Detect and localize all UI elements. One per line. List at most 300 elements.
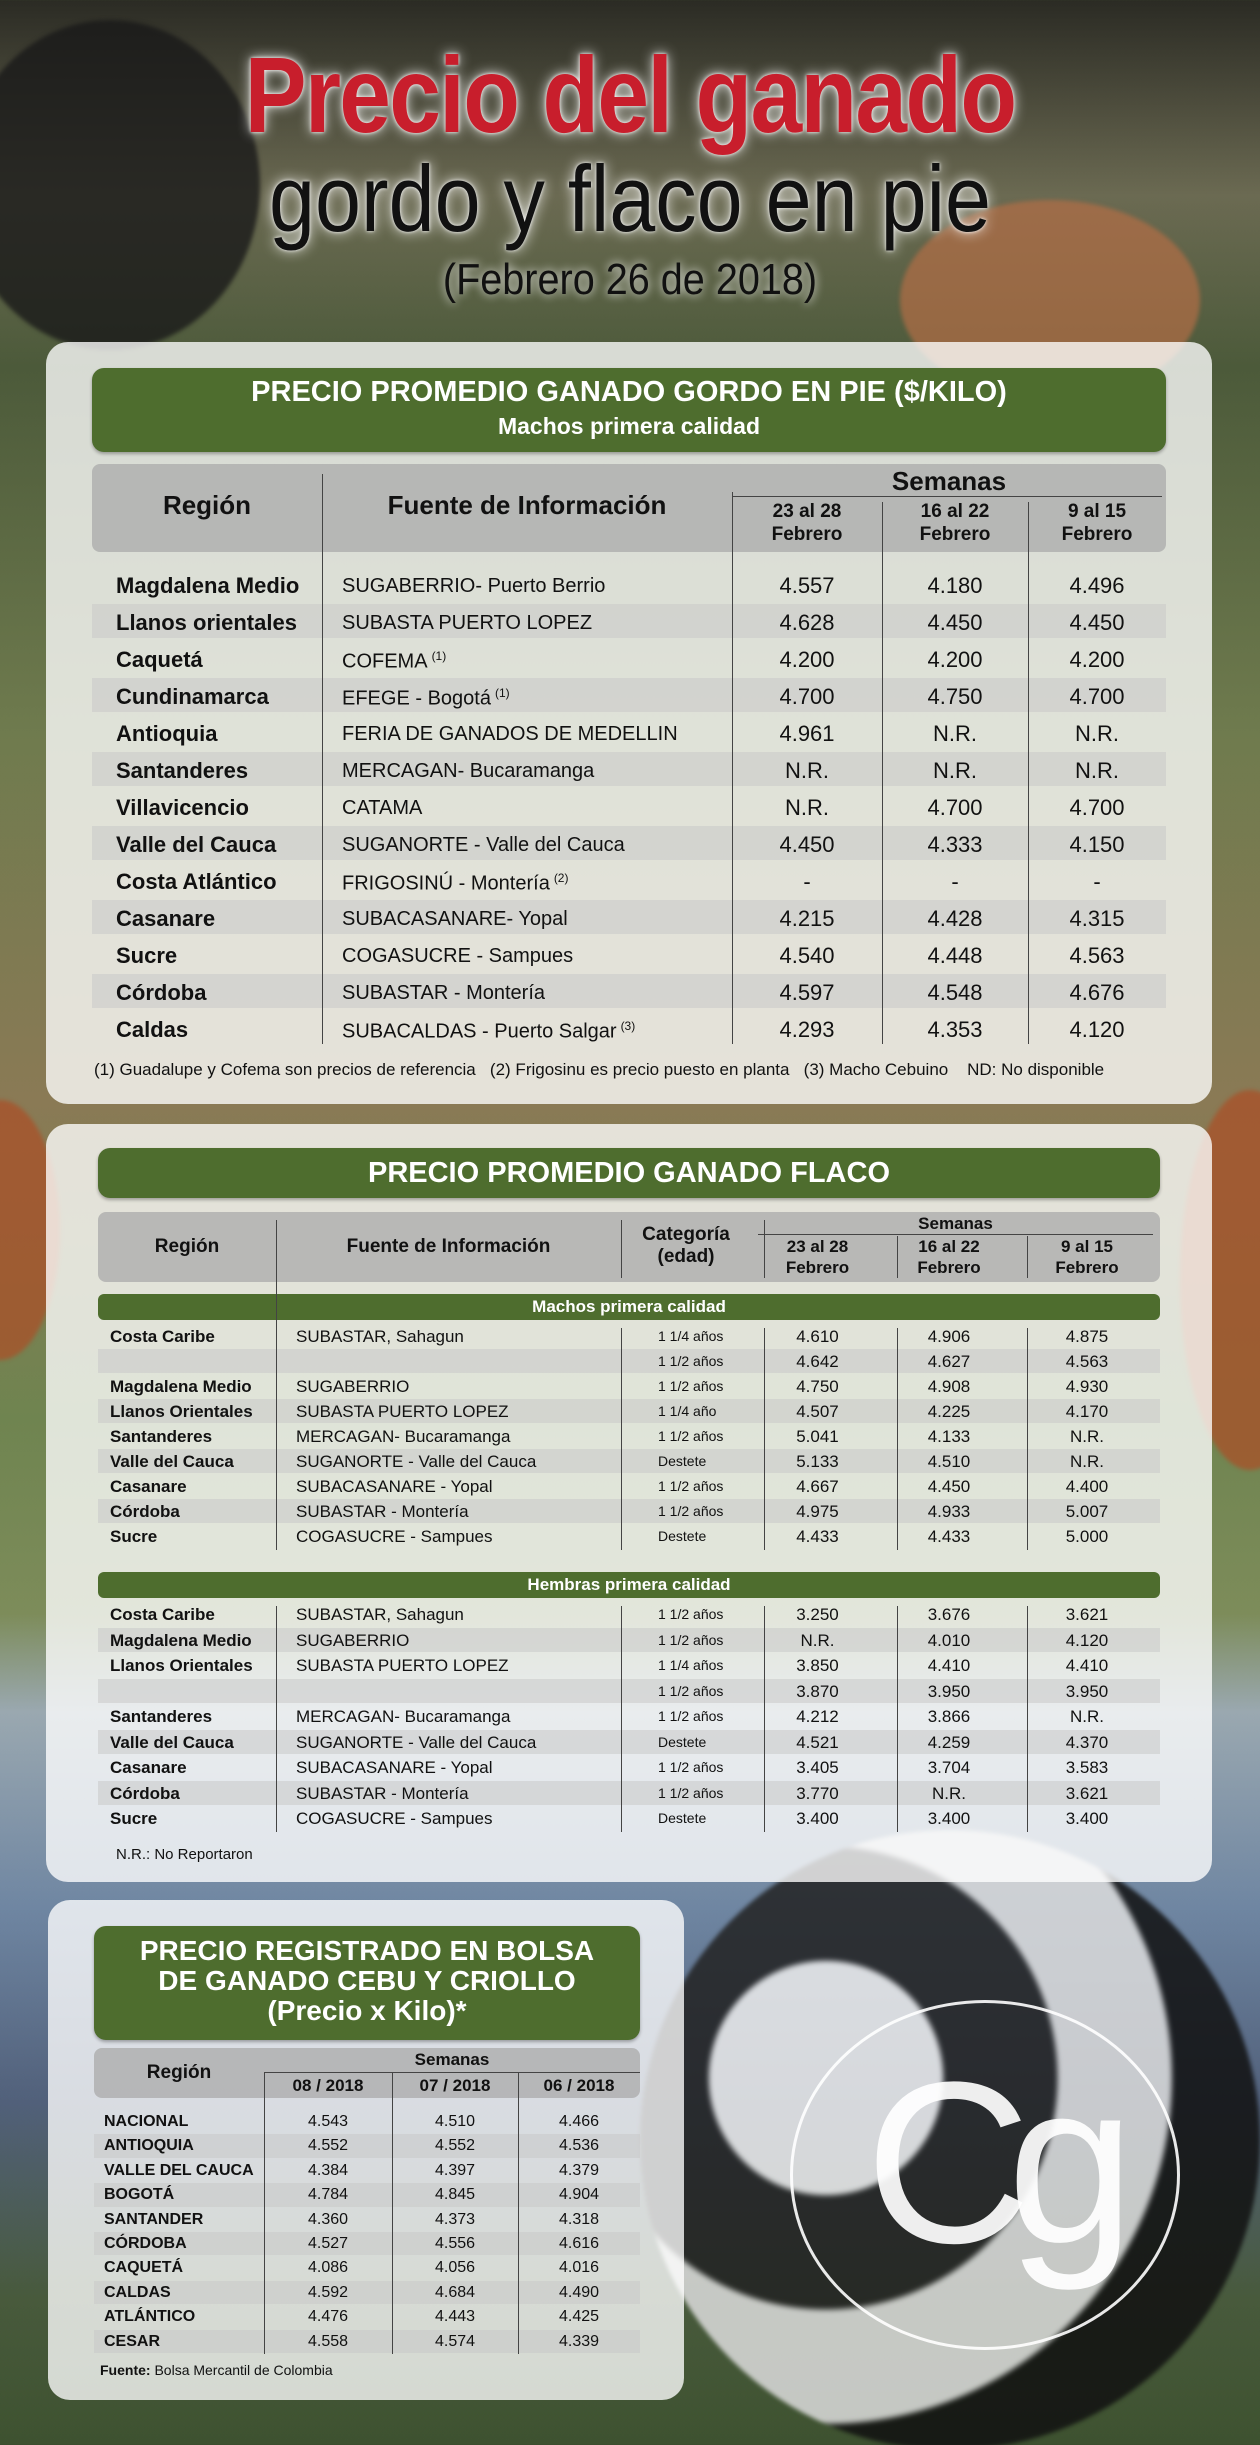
flaco-value-1: N.R.	[800, 1630, 835, 1650]
gordo-fuente	[342, 797, 422, 820]
gordo-table-header	[92, 464, 1166, 552]
gordo-value-3: -	[1093, 869, 1101, 894]
gordo-fuente-text: SUGANORTE - Valle del Cauca	[342, 834, 625, 856]
gordo-value-2: 4.750	[927, 684, 983, 709]
bolsa-value-1: 4.360	[307, 2210, 349, 2228]
flaco-region: Santanderes	[110, 1427, 213, 1446]
gordo-region: Costa Atlántico	[116, 869, 277, 894]
flaco-col-semanas: Semanas	[918, 1214, 993, 1233]
gordo-title-bar	[92, 368, 1166, 452]
bolsa-value-2: 4.056	[434, 2259, 476, 2277]
gordo-subtitle: Machos primera calidad	[497, 413, 761, 439]
bolsa-value-2: 4.443	[434, 2308, 476, 2326]
flaco-region: Magdalena Medio	[110, 1377, 252, 1396]
flaco-categoria: 1 1/4 años	[658, 1328, 724, 1344]
flaco-region: Casanare	[110, 1758, 187, 1777]
flaco-categoria: 1 1/2 años	[658, 1378, 724, 1394]
flaco-value-2: 4.908	[927, 1377, 971, 1396]
gordo-value-1: 4.215	[779, 906, 835, 931]
flaco-col-fuente: Fuente de Información	[346, 1236, 551, 1257]
flaco-fuente: MERCAGAN- Bucaramanga	[296, 1427, 511, 1446]
gordo-week-2: 16 al 22 Febrero	[919, 501, 991, 545]
flaco-value-1: 4.642	[796, 1352, 839, 1371]
flaco-categoria: 1 1/2 años	[658, 1478, 724, 1494]
bolsa-region: CALDAS	[104, 2283, 171, 2301]
flaco-categoria: 1 1/2 años	[658, 1784, 724, 1801]
gordo-value-1: 4.540	[779, 943, 835, 968]
flaco-value-2: N.R.	[932, 1783, 966, 1803]
gordo-region: Villavicencio	[116, 795, 249, 820]
gordo-value-1: 4.961	[779, 721, 835, 746]
flaco-value-1: 4.433	[796, 1527, 839, 1546]
gordo-value-1: 4.293	[779, 1017, 835, 1042]
flaco-panel	[46, 1124, 1212, 1882]
bolsa-row	[94, 2110, 640, 2133]
flaco-categoria: 1 1/4 años	[658, 1657, 724, 1673]
flaco-row	[98, 1524, 1160, 1548]
flaco-value-3: 3.950	[1065, 1681, 1109, 1701]
gordo-value-1: N.R.	[785, 795, 829, 820]
flaco-categoria: 1 1/2 años	[658, 1759, 724, 1775]
flaco-value-1: 4.610	[796, 1327, 839, 1346]
flaco-value-2: 4.225	[927, 1402, 971, 1421]
bolsa-col-region: Región	[146, 2062, 212, 2083]
bolsa-value-2: 4.845	[434, 2186, 476, 2204]
gordo-col-region: Región	[162, 490, 252, 520]
flaco-region: Córdoba	[110, 1783, 180, 1803]
flaco-fuente: SUBACASANARE - Yopal	[296, 1758, 493, 1777]
gordo-value-1: 4.628	[779, 610, 835, 635]
flaco-value-3: 4.875	[1065, 1327, 1109, 1346]
flaco-value-3: 3.621	[1065, 1605, 1109, 1624]
flaco-value-2: 3.866	[927, 1707, 971, 1726]
gordo-row	[92, 567, 1166, 601]
bolsa-title-line3: (Precio x Kilo)*	[267, 1995, 467, 2026]
bolsa-region: NACIONAL	[104, 2113, 189, 2130]
bolsa-source	[100, 2362, 333, 2378]
gordo-week-1: 23 al 28 Febrero	[771, 501, 843, 545]
gordo-value-3: 4.150	[1069, 832, 1125, 857]
flaco-value-1: 3.870	[796, 1681, 839, 1701]
flaco-value-2: 3.676	[927, 1605, 971, 1624]
bolsa-value-1: 4.384	[307, 2161, 349, 2179]
gordo-value-3: N.R.	[1075, 721, 1119, 746]
gordo-fuente-text: FERIA DE GANADOS DE MEDELLIN	[342, 723, 678, 745]
gordo-value-2: 4.548	[927, 980, 983, 1005]
bolsa-value-3: 4.616	[558, 2235, 600, 2252]
gordo-value-3: 4.315	[1069, 906, 1125, 931]
bolsa-row	[94, 2208, 640, 2231]
flaco-value-1: 3.250	[796, 1605, 839, 1624]
flaco-region: Valle del Cauca	[110, 1452, 234, 1471]
bolsa-value-3: 4.536	[558, 2137, 600, 2155]
gordo-fuente	[342, 575, 605, 598]
gordo-region: Valle del Cauca	[116, 832, 277, 857]
gordo-fuente-sup: (1)	[431, 649, 447, 663]
flaco-fuente: SUBASTA PUERTO LOPEZ	[296, 1402, 509, 1421]
gordo-value-2: -	[951, 869, 959, 894]
bolsa-region: SANTANDER	[104, 2210, 204, 2228]
bolsa-title-bar	[94, 1926, 640, 2040]
gordo-fuente	[342, 686, 510, 711]
gordo-value-1: 4.557	[779, 573, 835, 598]
flaco-value-3: N.R.	[1070, 1707, 1104, 1726]
gordo-region: Caquetá	[116, 647, 203, 672]
flaco-table-header	[98, 1212, 1160, 1282]
gordo-fuente-text: COGASUCRE - Sampues	[342, 945, 574, 967]
flaco-value-2: 4.133	[927, 1427, 971, 1446]
gordo-region: Cundinamarca	[116, 684, 269, 709]
gordo-value-3: 4.563	[1069, 943, 1125, 968]
flaco-week-2: 16 al 22 Febrero	[917, 1237, 981, 1277]
gordo-value-2: N.R.	[933, 721, 977, 746]
gordo-value-2: 4.180	[927, 573, 983, 598]
flaco-region: Llanos Orientales	[110, 1656, 253, 1675]
gordo-value-3: 4.700	[1069, 795, 1125, 820]
flaco-col-categoria: Categoría (edad)	[642, 1224, 730, 1267]
flaco-value-3: 4.563	[1065, 1352, 1109, 1371]
gordo-fuente-text: SUBACASANARE- Yopal	[342, 908, 568, 930]
flaco-row	[98, 1781, 1160, 1806]
gordo-col-semanas: Semanas	[891, 466, 1007, 496]
bolsa-value-2: 4.373	[434, 2210, 476, 2228]
flaco-categoria: 1 1/2 años	[658, 1631, 724, 1648]
bolsa-value-3: 4.318	[558, 2210, 600, 2228]
flaco-row	[98, 1349, 1160, 1373]
flaco-week-3: 9 al 15 Febrero	[1055, 1237, 1119, 1277]
bolsa-value-1: 4.543	[307, 2113, 349, 2130]
flaco-value-2: 3.400	[927, 1809, 971, 1828]
flaco-categoria: Destete	[658, 1733, 707, 1750]
flaco-categoria: Destete	[658, 1810, 707, 1826]
flaco-value-3: 4.170	[1065, 1402, 1109, 1421]
bolsa-value-3: 4.379	[558, 2161, 600, 2179]
gordo-row	[92, 826, 1166, 860]
flaco-value-2: 4.433	[927, 1527, 971, 1546]
flaco-value-1: 4.750	[796, 1377, 839, 1396]
gordo-value-3: 4.120	[1069, 1017, 1125, 1042]
flaco-value-1: 5.041	[796, 1427, 839, 1446]
gordo-fuente-text: MERCAGAN- Bucaramanga	[342, 760, 595, 782]
flaco-fuente: MERCAGAN- Bucaramanga	[296, 1707, 511, 1726]
gordo-row	[92, 604, 1166, 638]
flaco-col-region: Región	[154, 1236, 220, 1257]
flaco-row	[98, 1324, 1160, 1348]
cg-logo	[790, 2000, 1180, 2350]
gordo-row	[92, 863, 1166, 897]
gordo-value-2: 4.450	[927, 610, 983, 635]
flaco-value-3: 4.370	[1065, 1732, 1109, 1752]
gordo-value-3: 4.496	[1069, 573, 1125, 598]
flaco-region: Costa Caribe	[110, 1327, 215, 1346]
gordo-region: Casanare	[116, 906, 216, 931]
gordo-fuente-sup: (3)	[620, 1019, 636, 1033]
flaco-row	[98, 1628, 1160, 1653]
gordo-footnotes: (1) Guadalupe y Cofema son precios de referencia (2) Frigosinu es precio puesto en planta (3) Macho Cebuino ND: No disponible	[94, 1060, 1105, 1079]
flaco-fuente: COGASUCRE - Sampues	[296, 1809, 493, 1828]
flaco-value-1: 4.667	[796, 1477, 839, 1496]
flaco-region: Magdalena Medio	[110, 1630, 252, 1650]
gordo-fuente-text: SUBASTA PUERTO LOPEZ	[342, 612, 593, 634]
bolsa-region: CAQUETÁ	[104, 2259, 184, 2277]
flaco-categoria: Destete	[658, 1528, 707, 1544]
flaco-row	[98, 1653, 1160, 1678]
gordo-region: Santanderes	[116, 758, 249, 783]
flaco-value-3: 4.400	[1065, 1477, 1109, 1496]
gordo-row	[92, 752, 1166, 786]
gordo-value-1: -	[803, 869, 811, 894]
bolsa-value-2: 4.574	[434, 2332, 476, 2350]
bolsa-row	[94, 2281, 640, 2304]
flaco-value-2: 4.010	[927, 1630, 971, 1650]
flaco-value-2: 4.906	[927, 1327, 971, 1346]
bolsa-col-semanas: Semanas	[414, 2050, 490, 2069]
gordo-region: Llanos orientales	[116, 610, 297, 635]
flaco-fuente: SUBASTAR - Montería	[296, 1502, 469, 1521]
flaco-value-3: 3.621	[1065, 1783, 1109, 1803]
gordo-value-1: 4.700	[779, 684, 835, 709]
bolsa-value-3: 4.490	[558, 2283, 600, 2301]
bolsa-title-line2: DE GANADO CEBU Y CRIOLLO	[158, 1965, 576, 1996]
flaco-value-1: 4.212	[796, 1707, 839, 1726]
bolsa-row	[94, 2159, 640, 2182]
flaco-value-1: 3.400	[796, 1809, 839, 1828]
flaco-fuente: SUBASTAR, Sahagun	[296, 1605, 464, 1624]
bolsa-value-2: 4.556	[434, 2235, 476, 2252]
flaco-value-3: N.R.	[1070, 1452, 1104, 1471]
bolsa-region: BOGOTÁ	[104, 2186, 175, 2204]
gordo-row	[92, 641, 1166, 675]
bolsa-value-3: 4.339	[558, 2332, 600, 2350]
gordo-value-2: 4.428	[927, 906, 983, 931]
bolsa-row	[94, 2134, 640, 2157]
gordo-fuente-text: SUBACALDAS - Puerto Salgar	[342, 1020, 617, 1043]
flaco-categoria: 1 1/2 años	[658, 1353, 724, 1369]
bolsa-region: CÓRDOBA	[104, 2235, 187, 2252]
gordo-value-3: N.R.	[1075, 758, 1119, 783]
flaco-footnote: N.R.: No Reportaron	[116, 1846, 253, 1863]
bolsa-value-1: 4.558	[307, 2332, 349, 2350]
gordo-value-2: 4.700	[927, 795, 983, 820]
flaco-row	[98, 1424, 1160, 1448]
page-subtitle: gordo y flaco en pie	[269, 146, 991, 251]
flaco-fuente: SUGANORTE - Valle del Cauca	[296, 1732, 537, 1752]
bolsa-value-3: 4.016	[558, 2259, 600, 2277]
flaco-value-1: 5.133	[796, 1452, 839, 1471]
bolsa-week-1: 08 / 2018	[292, 2076, 364, 2095]
bolsa-row	[94, 2256, 640, 2279]
gordo-region: Sucre	[116, 943, 178, 968]
gordo-region: Córdoba	[116, 980, 207, 1005]
cg-logo-text: Cg	[864, 2034, 1111, 2291]
flaco-value-3: N.R.	[1070, 1427, 1104, 1446]
flaco-fuente: SUBASTA PUERTO LOPEZ	[296, 1656, 509, 1675]
gordo-row	[92, 678, 1166, 712]
flaco-value-2: 4.450	[927, 1477, 971, 1496]
flaco-row	[98, 1806, 1160, 1831]
bolsa-value-3: 4.904	[558, 2186, 600, 2204]
flaco-row	[98, 1374, 1160, 1398]
bolsa-row	[94, 2330, 640, 2353]
gordo-value-2: 4.333	[927, 832, 983, 857]
gordo-fuente-text: SUGABERRIO- Puerto Berrio	[342, 575, 606, 597]
gordo-row	[92, 937, 1166, 971]
flaco-hembras-bar: Hembras primera calidad	[98, 1572, 1160, 1598]
page-title: Precio del ganado	[244, 34, 1016, 155]
bolsa-panel	[48, 1900, 684, 2400]
page-header	[0, 34, 1260, 306]
flaco-region: Costa Caribe	[110, 1605, 215, 1624]
bolsa-source-text: Bolsa Mercantil de Colombia	[154, 2362, 333, 2378]
gordo-value-3: 4.676	[1069, 980, 1125, 1005]
bolsa-region: ATLÁNTICO	[104, 2308, 196, 2326]
flaco-value-1: 4.521	[796, 1732, 839, 1752]
flaco-categoria: 1 1/2 años	[658, 1606, 724, 1622]
flaco-region: Sucre	[110, 1809, 158, 1828]
flaco-value-3: 4.930	[1065, 1377, 1109, 1396]
flaco-region: Santanderes	[110, 1707, 213, 1726]
flaco-region: Llanos Orientales	[110, 1402, 253, 1421]
gordo-fuente	[342, 834, 625, 857]
flaco-row	[98, 1474, 1160, 1498]
flaco-row	[98, 1399, 1160, 1423]
gordo-panel	[46, 342, 1212, 1104]
flaco-row	[98, 1704, 1160, 1729]
gordo-value-2: 4.448	[927, 943, 983, 968]
bolsa-week-2: 07 / 2018	[419, 2076, 491, 2095]
flaco-region: Valle del Cauca	[110, 1732, 234, 1752]
bolsa-region: ANTIOQUIA	[104, 2137, 194, 2155]
flaco-region: Córdoba	[110, 1502, 180, 1521]
flaco-value-2: 3.950	[927, 1681, 971, 1701]
gordo-fuente	[342, 612, 592, 635]
flaco-region: Casanare	[110, 1477, 187, 1496]
flaco-categoria: 1 1/2 años	[658, 1708, 724, 1724]
gordo-value-3: 4.450	[1069, 610, 1125, 635]
flaco-title-bar	[98, 1148, 1160, 1198]
flaco-machos-bar: Machos primera calidad	[98, 1294, 1160, 1320]
gordo-row	[92, 1011, 1166, 1045]
flaco-value-1: 3.405	[796, 1758, 839, 1777]
flaco-row	[98, 1730, 1160, 1755]
gordo-row	[92, 974, 1166, 1008]
gordo-value-3: 4.200	[1069, 647, 1125, 672]
gordo-fuente-text: COFEMA	[342, 650, 428, 673]
gordo-value-2: 4.353	[927, 1017, 983, 1042]
bolsa-value-2: 4.684	[434, 2283, 476, 2301]
flaco-title: PRECIO PROMEDIO GANADO FLACO	[367, 1157, 890, 1189]
gordo-row	[92, 715, 1166, 749]
flaco-fuente: SUGANORTE - Valle del Cauca	[296, 1452, 537, 1471]
flaco-value-1: 4.507	[796, 1402, 839, 1421]
bolsa-week-3: 06 / 2018	[543, 2076, 615, 2095]
page-date: (Febrero 26 de 2018)	[442, 255, 818, 304]
bolsa-value-1: 4.527	[307, 2235, 349, 2252]
flaco-categoria: 1 1/4 año	[658, 1403, 717, 1419]
gordo-fuente-text: CATAMA	[342, 797, 423, 819]
flaco-row	[98, 1679, 1160, 1704]
flaco-fuente: SUGABERRIO	[296, 1377, 410, 1396]
bolsa-value-1: 4.784	[307, 2186, 349, 2204]
gordo-fuente-sup: (1)	[494, 686, 510, 700]
bolsa-row	[94, 2183, 640, 2206]
gordo-table-body	[92, 567, 1166, 1057]
flaco-value-3: 5.000	[1065, 1527, 1109, 1546]
flaco-value-2: 4.259	[927, 1732, 971, 1752]
bolsa-value-1: 4.592	[307, 2283, 349, 2301]
flaco-value-3: 4.410	[1065, 1656, 1109, 1675]
gordo-fuente	[342, 945, 573, 968]
flaco-value-2: 3.704	[927, 1758, 971, 1777]
flaco-categoria: 1 1/2 años	[658, 1503, 724, 1519]
flaco-fuente: SUBACASANARE - Yopal	[296, 1477, 493, 1496]
flaco-row	[98, 1499, 1160, 1523]
flaco-value-2: 4.627	[927, 1352, 971, 1371]
bolsa-region: CESAR	[104, 2332, 161, 2350]
gordo-week-3: 9 al 15 Febrero	[1061, 501, 1133, 545]
bolsa-source-label: Fuente:	[100, 2362, 151, 2378]
flaco-value-1: 3.770	[796, 1783, 839, 1803]
gordo-fuente	[342, 723, 678, 746]
flaco-row	[98, 1602, 1160, 1627]
flaco-categoria: 1 1/2 años	[658, 1428, 724, 1444]
bolsa-table-header	[94, 2048, 640, 2098]
flaco-fuente: SUBASTAR - Montería	[296, 1783, 469, 1803]
bolsa-value-1: 4.086	[307, 2259, 349, 2277]
bolsa-value-1: 4.476	[307, 2308, 349, 2326]
flaco-categoria: 1 1/2 años	[658, 1682, 724, 1699]
flaco-fuente: SUGABERRIO	[296, 1630, 410, 1650]
bolsa-table-body	[94, 2110, 640, 2354]
bolsa-value-1: 4.552	[307, 2137, 349, 2155]
gordo-value-1: 4.450	[779, 832, 835, 857]
gordo-fuente	[342, 649, 446, 674]
flaco-value-1: 4.975	[796, 1502, 839, 1521]
flaco-fuente: COGASUCRE - Sampues	[296, 1527, 493, 1546]
flaco-value-3: 3.583	[1065, 1758, 1109, 1777]
bolsa-value-3: 4.425	[558, 2308, 600, 2326]
flaco-row	[98, 1449, 1160, 1473]
gordo-region: Caldas	[116, 1017, 189, 1042]
gordo-fuente	[342, 1019, 635, 1044]
bolsa-value-3: 4.466	[558, 2113, 600, 2130]
flaco-week-1: 23 al 28 Febrero	[785, 1237, 850, 1277]
bolsa-row	[94, 2305, 640, 2328]
flaco-value-3: 5.007	[1065, 1502, 1109, 1521]
flaco-value-2: 4.410	[927, 1656, 971, 1675]
gordo-row	[92, 900, 1166, 934]
gordo-fuente	[342, 982, 545, 1005]
gordo-value-3: 4.700	[1069, 684, 1125, 709]
flaco-value-3: 4.120	[1065, 1630, 1109, 1650]
bolsa-region: VALLE DEL CAUCA	[104, 2161, 254, 2179]
flaco-fuente: SUBASTAR, Sahagun	[296, 1327, 464, 1346]
bolsa-title-line1: PRECIO REGISTRADO EN BOLSA	[139, 1935, 595, 1966]
gordo-value-2: N.R.	[933, 758, 977, 783]
gordo-value-1: 4.200	[779, 647, 835, 672]
gordo-value-1: 4.597	[779, 980, 835, 1005]
gordo-fuente-text: FRIGOSINÚ - Montería	[342, 872, 550, 895]
gordo-fuente	[342, 760, 594, 783]
bolsa-value-2: 4.510	[434, 2113, 476, 2130]
flaco-value-2: 4.510	[927, 1452, 971, 1471]
flaco-hembras-body	[98, 1602, 1160, 1832]
gordo-region: Magdalena Medio	[116, 573, 300, 598]
flaco-value-2: 4.933	[927, 1502, 971, 1521]
gordo-fuente	[342, 871, 568, 896]
flaco-categoria: Destete	[658, 1453, 707, 1469]
gordo-value-2: 4.200	[927, 647, 983, 672]
